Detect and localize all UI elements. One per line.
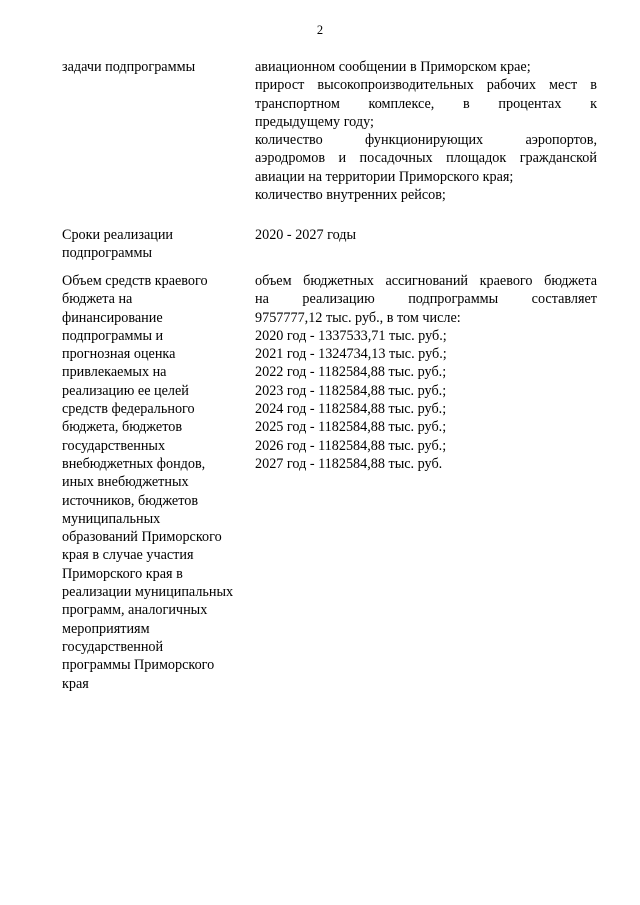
page-number: 2	[316, 23, 324, 37]
text-line: программы Приморского	[62, 657, 215, 674]
text-line: реализации муниципальных	[62, 584, 234, 601]
text-line: 2024 год - 1182584,88 тыс. руб.;	[255, 401, 447, 418]
text-line: прогнозная оценка	[62, 346, 176, 363]
row-value	[255, 58, 597, 204]
text-line: Сроки реализации	[62, 227, 174, 243]
text-line: 2020 - 2027 годы	[255, 227, 357, 243]
text-line: на реализацию подпрограммы составляет	[255, 291, 597, 308]
text-line: привлекаемых на	[62, 364, 167, 381]
text-line: подпрограммы и	[62, 327, 164, 344]
text-line: края	[62, 675, 89, 692]
text-line: 2025 год - 1182584,88 тыс. руб.;	[255, 419, 447, 436]
text-line: финансирование	[62, 309, 163, 326]
text-line: бюджета на	[62, 291, 133, 308]
text-line: прирост высокопроизводительных рабочих мест в	[255, 77, 597, 94]
row-label	[62, 272, 250, 693]
text-line: предыдущему году;	[255, 113, 374, 130]
row-value	[255, 226, 597, 244]
text-line: задачи подпрограммы	[62, 59, 196, 75]
text-line: 9757777,12 тыс. руб., в том числе:	[255, 309, 461, 326]
text-line: Объем средств краевого	[62, 273, 208, 289]
text-line: программ, аналогичных	[62, 602, 208, 619]
row-label	[62, 58, 250, 76]
text-line: авиации на территории Приморского края;	[255, 168, 514, 185]
text-line: подпрограммы	[62, 245, 152, 262]
text-line: транспортном комплексе, в процентах к	[255, 95, 597, 112]
text-line: 2027 год - 1182584,88 тыс. руб.	[255, 455, 443, 472]
text-line: количество функционирующих аэропортов,	[255, 132, 597, 149]
text-line: количество внутренних рейсов;	[255, 187, 446, 204]
text-line: бюджета, бюджетов	[62, 419, 183, 436]
text-line: 2023 год - 1182584,88 тыс. руб.;	[255, 382, 447, 399]
row-label	[62, 226, 250, 263]
text-line: реализацию ее целей	[62, 382, 189, 399]
text-line: государственной	[62, 638, 164, 655]
text-line: государственных	[62, 437, 166, 454]
row-value	[255, 272, 597, 473]
text-line: внебюджетных фондов,	[62, 455, 206, 472]
text-line: объем бюджетных ассигнований краевого бюджета	[255, 273, 597, 289]
text-line: средств федерального	[62, 401, 195, 418]
text-line: муниципальных	[62, 510, 161, 527]
text-line: иных внебюджетных	[62, 474, 189, 491]
text-line: аэродромов и посадочных площадок гражданской	[255, 150, 597, 167]
text-line: источников, бюджетов	[62, 492, 199, 509]
text-line: авиационном сообщении в Приморском крае;	[255, 59, 531, 75]
text-line: 2026 год - 1182584,88 тыс. руб.;	[255, 437, 447, 454]
text-line: края в случае участия	[62, 547, 194, 564]
text-line: мероприятиям	[62, 620, 150, 637]
text-line: Приморского края в	[62, 565, 183, 582]
text-line: 2022 год - 1182584,88 тыс. руб.;	[255, 364, 447, 381]
text-line: образований Приморского	[62, 529, 222, 546]
text-line: 2020 год - 1337533,71 тыс. руб.;	[255, 327, 447, 344]
text-line: 2021 год - 1324734,13 тыс. руб.;	[255, 346, 447, 363]
